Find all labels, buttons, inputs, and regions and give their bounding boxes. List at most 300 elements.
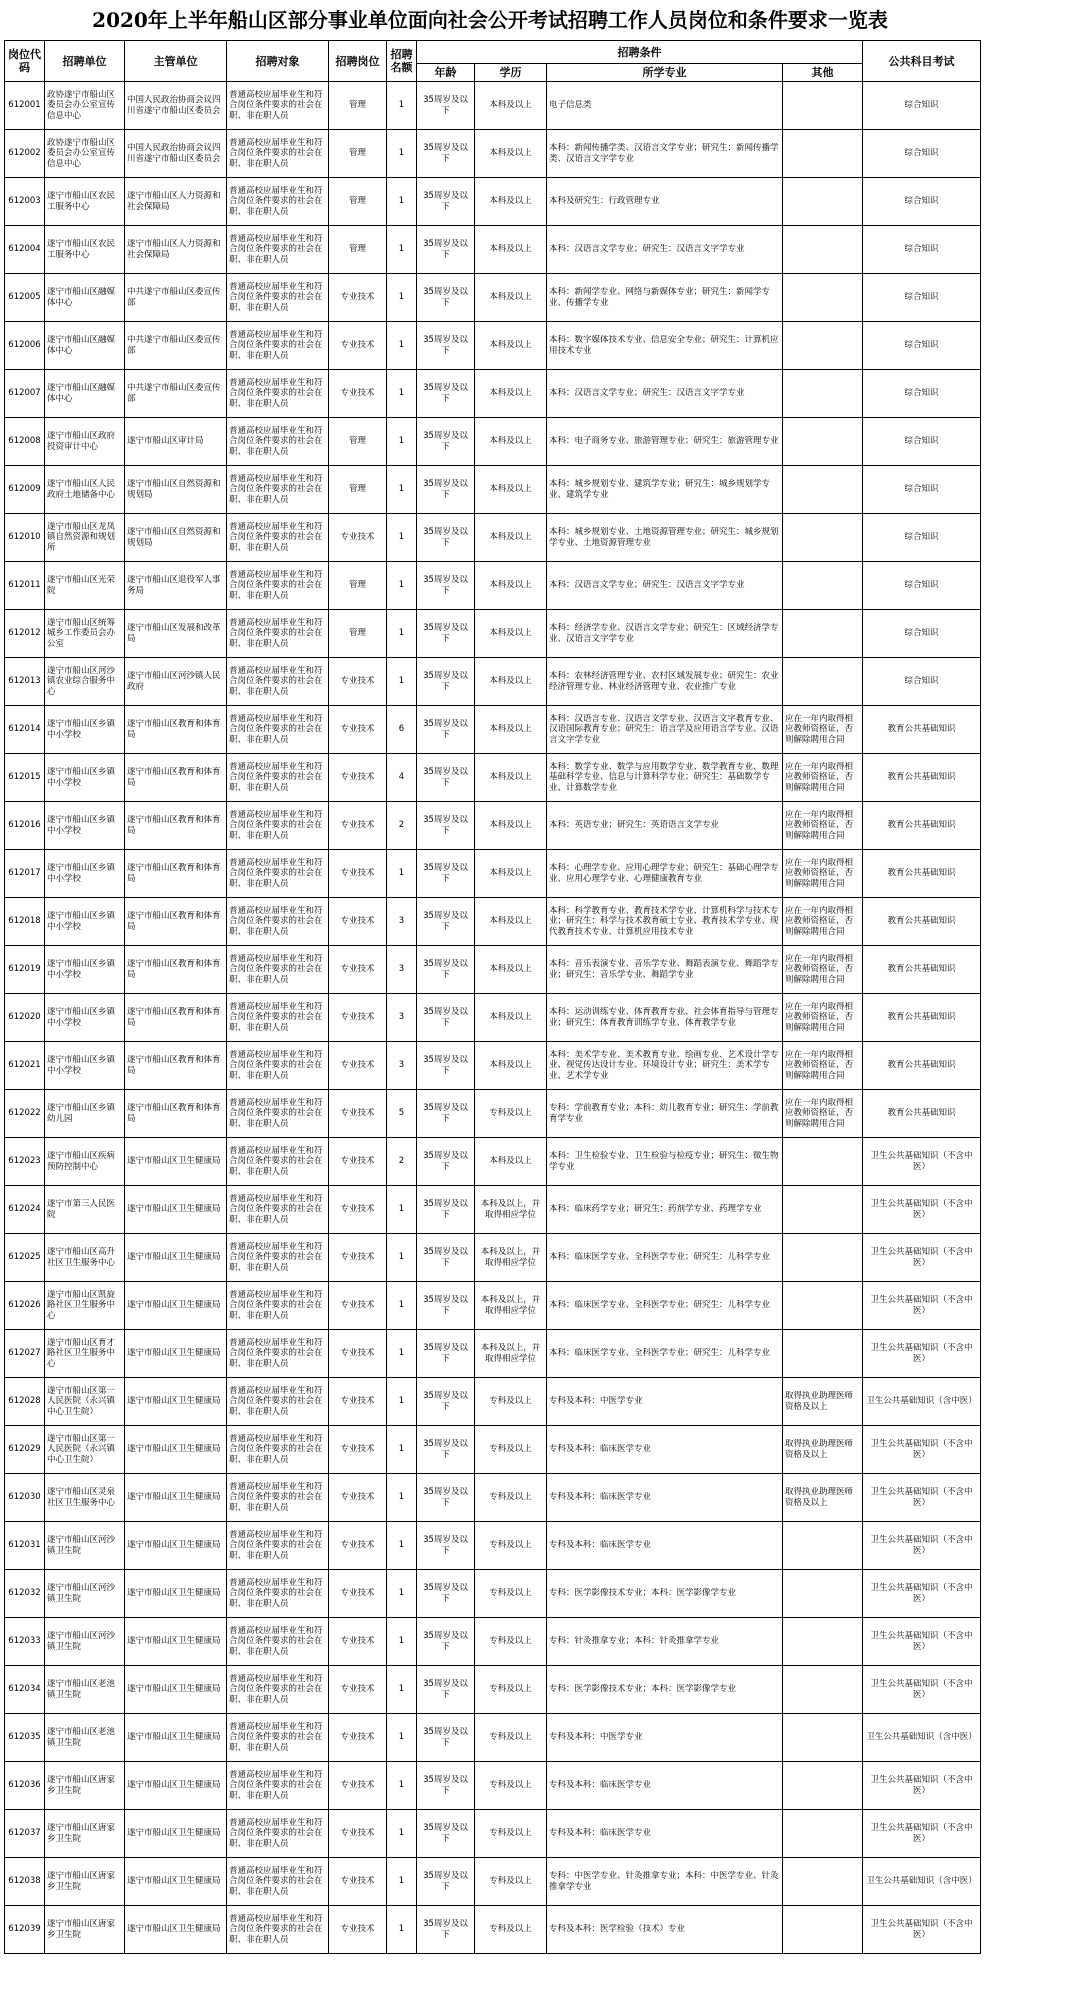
- cell-num-text: 1: [398, 1204, 405, 1215]
- cell-dept-text: 遂宁市船山区教育和体育局: [127, 719, 221, 740]
- cell-num-text: 1: [398, 580, 405, 591]
- cell-exam: [863, 1522, 981, 1570]
- cell-edu: [475, 1426, 547, 1474]
- cell-num-text: 1: [398, 340, 405, 351]
- cell-dept: [125, 1906, 227, 1954]
- cell-edu: [475, 322, 547, 370]
- cell-code: [5, 130, 45, 178]
- cell-age: [417, 1570, 475, 1618]
- cell-num: [387, 1810, 417, 1858]
- cell-exam: [863, 178, 981, 226]
- cell-post: [329, 1474, 387, 1522]
- cell-exam-text: 教育公共基础知识: [887, 772, 956, 783]
- cell-exam: [863, 370, 981, 418]
- cell-post-text: 专业技术: [340, 1156, 375, 1167]
- cell-target: [227, 658, 329, 706]
- cell-exam-text: 综合知识: [904, 244, 939, 255]
- cell-code: [5, 994, 45, 1042]
- cell-num: [387, 226, 417, 274]
- cell-num: [387, 178, 417, 226]
- cell-post: [329, 802, 387, 850]
- cell-post-text: 专业技术: [340, 1492, 375, 1503]
- table-row: [5, 1810, 981, 1858]
- cell-major-text: 本科：汉语言文学专业；研究生：汉语言文字学专业: [549, 580, 745, 591]
- cell-major-text: 本科：电子商务专业、旅游管理专业；研究生：旅游管理专业: [549, 436, 779, 447]
- cell-target-text: 普通高校应届毕业生和符合岗位条件要求的社会在职、非在职人员: [229, 569, 323, 601]
- cell-num: [387, 1570, 417, 1618]
- cell-num-text: 1: [398, 1300, 405, 1311]
- cell-target: [227, 274, 329, 322]
- cell-code: [5, 514, 45, 562]
- cell-major-text: 专科及本科：中医学专业: [549, 1396, 643, 1407]
- cell-num-text: 2: [398, 1156, 405, 1167]
- cell-num-text: 1: [398, 532, 405, 543]
- cell-post: [329, 610, 387, 658]
- cell-other-text: 应在一年内取得相应教师资格证，否则解除聘用合同: [785, 953, 854, 985]
- cell-exam-text: 教育公共基础知识: [887, 1108, 956, 1119]
- cell-major: [547, 706, 783, 754]
- cell-dept-text: 遂宁市船山区卫生健康局: [127, 1252, 221, 1263]
- cell-major: [547, 1474, 783, 1522]
- cell-post-text: 专业技术: [340, 820, 375, 831]
- table-row: [5, 562, 981, 610]
- cell-unit: [45, 1618, 125, 1666]
- cell-dept-text: 遂宁市船山区卫生健康局: [127, 1396, 221, 1407]
- cell-post-text: 专业技术: [340, 1684, 375, 1695]
- cell-code-text: 612019: [8, 964, 41, 975]
- table-row: [5, 178, 981, 226]
- cell-unit: [45, 1906, 125, 1954]
- cell-edu-text: 本科及以上: [489, 484, 532, 495]
- cell-code: [5, 1426, 45, 1474]
- cell-dept: [125, 82, 227, 130]
- cell-other: [783, 1186, 863, 1234]
- cell-dept: [125, 1090, 227, 1138]
- cell-dept: [125, 274, 227, 322]
- cell-target-text: 普通高校应届毕业生和符合岗位条件要求的社会在职、非在职人员: [229, 1913, 323, 1945]
- cell-target-text: 普通高校应届毕业生和符合岗位条件要求的社会在职、非在职人员: [229, 329, 323, 361]
- cell-dept-text: 中共遂宁市船山区委宣传部: [127, 287, 221, 308]
- cell-major-text: 专科及本科：临床医学专业: [549, 1444, 652, 1455]
- cell-target-text: 普通高校应届毕业生和符合岗位条件要求的社会在职、非在职人员: [229, 377, 323, 409]
- cell-major: [547, 514, 783, 562]
- cell-unit: [45, 514, 125, 562]
- cell-post-text: 管理: [348, 436, 366, 447]
- cell-edu-text: 本科及以上: [489, 388, 532, 399]
- cell-target: [227, 514, 329, 562]
- cell-num: [387, 754, 417, 802]
- cell-major: [547, 1138, 783, 1186]
- cell-dept: [125, 802, 227, 850]
- table-row: [5, 130, 981, 178]
- cell-dept-text: 中国人民政治协商会议四川省遂宁市船山区委员会: [127, 143, 221, 164]
- cell-edu: [475, 1090, 547, 1138]
- cell-unit: [45, 1378, 125, 1426]
- cell-post-text: 管理: [348, 196, 366, 207]
- cell-other-text: 取得执业助理医师资格及以上: [785, 1487, 854, 1508]
- cell-other: [783, 1810, 863, 1858]
- cell-dept: [125, 754, 227, 802]
- cell-num: [387, 1234, 417, 1282]
- cell-major-text: 本科及研究生：行政管理专业: [549, 196, 660, 207]
- cell-post: [329, 658, 387, 706]
- cell-unit: [45, 802, 125, 850]
- cell-code: [5, 322, 45, 370]
- cell-unit: [45, 1138, 125, 1186]
- cell-other-text: 应在一年内取得相应教师资格证，否则解除聘用合同: [785, 713, 854, 745]
- cell-edu-text: 专科及以上: [489, 1396, 532, 1407]
- cell-dept: [125, 1810, 227, 1858]
- cell-code: [5, 178, 45, 226]
- cell-unit: [45, 850, 125, 898]
- table-row: [5, 994, 981, 1042]
- table-row: [5, 1906, 981, 1954]
- cell-edu: [475, 1186, 547, 1234]
- cell-unit-text: 遂宁市船山区第一人民医院（永兴镇中心卫生院）: [47, 1433, 116, 1465]
- cell-unit-text: 遂宁市船山区农民工服务中心: [47, 191, 116, 212]
- cell-unit: [45, 1282, 125, 1330]
- cell-other: [783, 1378, 863, 1426]
- cell-age: [417, 130, 475, 178]
- cell-target: [227, 466, 329, 514]
- cell-edu: [475, 1810, 547, 1858]
- cell-edu-text: 专科及以上: [489, 1924, 532, 1935]
- cell-major-text: 专科：医学影像技术专业；本科：医学影像学专业: [549, 1588, 737, 1599]
- cell-code-text: 612009: [8, 484, 41, 495]
- cell-age: [417, 1666, 475, 1714]
- cell-major-text: 专科及本科：中医学专业: [549, 1732, 643, 1743]
- cell-code-text: 612023: [8, 1156, 41, 1167]
- cell-unit: [45, 706, 125, 754]
- cell-major: [547, 562, 783, 610]
- cell-edu-text: 本科及以上: [489, 100, 532, 111]
- cell-num-text: 1: [398, 436, 405, 447]
- cell-post: [329, 1906, 387, 1954]
- cell-major-text: 专科及本科：医学检验（技术）专业: [549, 1924, 686, 1935]
- cell-code-text: 612026: [8, 1300, 41, 1311]
- cell-post-text: 管理: [348, 628, 366, 639]
- cell-code: [5, 1810, 45, 1858]
- cell-code-text: 612004: [8, 244, 41, 255]
- cell-post: [329, 178, 387, 226]
- cell-target: [227, 1330, 329, 1378]
- cell-major-text: 本科：临床医学专业、全科医学专业；研究生：儿科学专业: [549, 1300, 771, 1311]
- cell-exam: [863, 850, 981, 898]
- cell-edu: [475, 1522, 547, 1570]
- cell-code-text: 612011: [8, 580, 41, 591]
- cell-unit-text: 遂宁市船山区龙凤镇自然资源和规划所: [47, 521, 116, 553]
- cell-unit: [45, 322, 125, 370]
- cell-exam-text: 卫生公共基础知识（不含中医）: [870, 1679, 973, 1700]
- cell-target: [227, 1618, 329, 1666]
- table-row: [5, 322, 981, 370]
- table-row: [5, 898, 981, 946]
- cell-num: [387, 802, 417, 850]
- cell-age-text: 35周岁及以下: [423, 431, 468, 452]
- cell-major-text: 本科：美术学专业、美术教育专业、绘画专业、艺术设计学专业、视觉传达设计专业、环境设计专业；研究生：美术学专业、艺术学专业: [549, 1049, 779, 1081]
- cell-other-text: 取得执业助理医师资格及以上: [785, 1439, 854, 1460]
- cell-major: [547, 226, 783, 274]
- cell-num-text: 1: [398, 1924, 405, 1935]
- cell-code-text: 612018: [8, 916, 41, 927]
- cell-target-text: 普通高校应届毕业生和符合岗位条件要求的社会在职、非在职人员: [229, 617, 323, 649]
- cell-major: [547, 466, 783, 514]
- cell-exam: [863, 1426, 981, 1474]
- cell-age-text: 35周岁及以下: [423, 719, 468, 740]
- cell-code: [5, 1858, 45, 1906]
- cell-edu: [475, 226, 547, 274]
- cell-unit: [45, 1090, 125, 1138]
- cell-target-text: 普通高校应届毕业生和符合岗位条件要求的社会在职、非在职人员: [229, 1097, 323, 1129]
- cell-code-text: 612010: [8, 532, 41, 543]
- cell-exam: [863, 1474, 981, 1522]
- cell-age: [417, 754, 475, 802]
- table-row: [5, 1666, 981, 1714]
- cell-major: [547, 1906, 783, 1954]
- cell-num-text: 1: [398, 100, 405, 111]
- cell-code-text: 612020: [8, 1012, 41, 1023]
- cell-age-text: 35周岁及以下: [423, 1247, 468, 1268]
- cell-exam-text: 综合知识: [904, 532, 939, 543]
- cell-major: [547, 1522, 783, 1570]
- cell-dept: [125, 226, 227, 274]
- cell-unit-text: 遂宁市船山区乡镇中小学校: [47, 767, 116, 788]
- cell-exam: [863, 994, 981, 1042]
- header-post: 招聘岗位: [329, 41, 387, 82]
- cell-target: [227, 898, 329, 946]
- cell-edu-text: 专科及以上: [489, 1588, 532, 1599]
- cell-post-text: 专业技术: [340, 1924, 375, 1935]
- cell-edu-text: 专科及以上: [489, 1732, 532, 1743]
- cell-age: [417, 1042, 475, 1090]
- cell-dept-text: 遂宁市船山区人力资源和社会保障局: [127, 191, 221, 212]
- cell-post-text: 专业技术: [340, 1348, 375, 1359]
- cell-major-text: 本科：汉语言专业、汉语言文学专业、汉语言文字教育专业、汉语国际教育专业；研究生：语言学及应用语言学专业、汉语言文字学专业: [549, 713, 779, 745]
- cell-code-text: 612001: [8, 100, 41, 111]
- cell-post-text: 专业技术: [340, 292, 375, 303]
- cell-dept-text: 遂宁市船山区卫生健康局: [127, 1684, 221, 1695]
- cell-post-text: 管理: [348, 148, 366, 159]
- cell-age-text: 35周岁及以下: [423, 863, 468, 884]
- cell-target: [227, 610, 329, 658]
- cell-exam: [863, 1330, 981, 1378]
- cell-exam: [863, 466, 981, 514]
- header-num: 招聘名额: [387, 41, 417, 82]
- cell-code-text: 612005: [8, 292, 41, 303]
- cell-age-text: 35周岁及以下: [423, 335, 468, 356]
- cell-unit-text: 遂宁市船山区唐家乡卫生院: [47, 1919, 116, 1940]
- cell-num: [387, 466, 417, 514]
- cell-dept-text: 遂宁市船山区卫生健康局: [127, 1924, 221, 1935]
- cell-exam-text: 综合知识: [904, 388, 939, 399]
- cell-post-text: 专业技术: [340, 916, 375, 927]
- cell-dept-text: 中共遂宁市船山区委宣传部: [127, 383, 221, 404]
- cell-age-text: 35周岁及以下: [423, 1775, 468, 1796]
- cell-dept-text: 遂宁市船山区卫生健康局: [127, 1588, 221, 1599]
- cell-target-text: 普通高校应届毕业生和符合岗位条件要求的社会在职、非在职人员: [229, 665, 323, 697]
- cell-other: [783, 418, 863, 466]
- cell-dept-text: 遂宁市船山区卫生健康局: [127, 1300, 221, 1311]
- cell-code: [5, 82, 45, 130]
- cell-age-text: 35周岁及以下: [423, 1631, 468, 1652]
- cell-code-text: 612003: [8, 196, 41, 207]
- cell-unit-text: 遂宁市船山区唐家乡卫生院: [47, 1823, 116, 1844]
- cell-major: [547, 610, 783, 658]
- cell-post: [329, 1762, 387, 1810]
- cell-exam-text: 教育公共基础知识: [887, 868, 956, 879]
- table-row: [5, 226, 981, 274]
- cell-dept-text: 遂宁市船山区卫生健康局: [127, 1204, 221, 1215]
- cell-num: [387, 706, 417, 754]
- cell-exam: [863, 1042, 981, 1090]
- cell-age-text: 35周岁及以下: [423, 1103, 468, 1124]
- cell-dept-text: 遂宁市船山区教育和体育局: [127, 863, 221, 884]
- cell-exam: [863, 514, 981, 562]
- cell-major-text: 本科：汉语言文学专业；研究生：汉语言文字学专业: [549, 388, 745, 399]
- table-row: [5, 1234, 981, 1282]
- cell-other: [783, 706, 863, 754]
- cell-code: [5, 370, 45, 418]
- cell-unit: [45, 370, 125, 418]
- cell-target-text: 普通高校应届毕业生和符合岗位条件要求的社会在职、非在职人员: [229, 281, 323, 313]
- cell-age-text: 35周岁及以下: [423, 239, 468, 260]
- cell-post: [329, 466, 387, 514]
- cell-code-text: 612036: [8, 1780, 41, 1791]
- cell-unit-text: 政协遂宁市船山区委员会办公室宣传信息中心: [47, 137, 116, 169]
- cell-post: [329, 1282, 387, 1330]
- cell-unit: [45, 1714, 125, 1762]
- cell-other: [783, 754, 863, 802]
- cell-major-text: 本科：数学专业、数学与应用数学专业、数学教育专业、数理基础科学专业、信息与计算科学专业；研究生：基础数学专业、计算数学专业: [549, 761, 779, 793]
- cell-code: [5, 1234, 45, 1282]
- cell-post-text: 专业技术: [340, 772, 375, 783]
- cell-post-text: 专业技术: [340, 1108, 375, 1119]
- cell-post: [329, 1666, 387, 1714]
- table-row: [5, 610, 981, 658]
- cell-unit: [45, 1474, 125, 1522]
- cell-age: [417, 274, 475, 322]
- cell-dept: [125, 1762, 227, 1810]
- cell-num-text: 5: [398, 1108, 405, 1119]
- cell-num-text: 1: [398, 1540, 405, 1551]
- cell-dept-text: 遂宁市船山区人力资源和社会保障局: [127, 239, 221, 260]
- cell-age: [417, 466, 475, 514]
- cell-age-text: 35周岁及以下: [423, 1007, 468, 1028]
- cell-edu-text: 本科及以上，并取得相应学位: [480, 1343, 541, 1364]
- cell-edu-text: 本科及以上: [489, 1060, 532, 1071]
- header-target: 招聘对象: [227, 41, 329, 82]
- cell-edu-text: 本科及以上: [489, 820, 532, 831]
- cell-target: [227, 1762, 329, 1810]
- cell-other: [783, 1666, 863, 1714]
- cell-target-text: 普通高校应届毕业生和符合岗位条件要求的社会在职、非在职人员: [229, 473, 323, 505]
- cell-dept: [125, 706, 227, 754]
- cell-age: [417, 1138, 475, 1186]
- cell-age-text: 35周岁及以下: [423, 1727, 468, 1748]
- cell-code-text: 612034: [8, 1684, 41, 1695]
- cell-unit-text: 遂宁市船山区疾病预防控制中心: [47, 1151, 116, 1172]
- cell-dept-text: 遂宁市船山区卫生健康局: [127, 1636, 221, 1647]
- cell-code: [5, 1522, 45, 1570]
- cell-age-text: 35周岁及以下: [423, 623, 468, 644]
- cell-edu-text: 本科及以上: [489, 580, 532, 591]
- cell-code-text: 612022: [8, 1108, 41, 1119]
- cell-exam-text: 卫生公共基础知识（含中医）: [866, 1396, 977, 1407]
- cell-exam-text: 综合知识: [904, 676, 939, 687]
- cell-edu: [475, 850, 547, 898]
- cell-major: [547, 946, 783, 994]
- cell-post: [329, 418, 387, 466]
- cell-exam-text: 卫生公共基础知识（不含中医）: [870, 1247, 973, 1268]
- cell-code: [5, 1906, 45, 1954]
- cell-unit: [45, 562, 125, 610]
- cell-post-text: 专业技术: [340, 1780, 375, 1791]
- cell-target: [227, 1858, 329, 1906]
- cell-edu: [475, 994, 547, 1042]
- cell-age-text: 35周岁及以下: [423, 1295, 468, 1316]
- cell-other: [783, 1762, 863, 1810]
- cell-edu-text: 专科及以上: [489, 1828, 532, 1839]
- cell-edu: [475, 1042, 547, 1090]
- cell-edu: [475, 1666, 547, 1714]
- cell-unit: [45, 754, 125, 802]
- table-row: [5, 1186, 981, 1234]
- cell-target-text: 普通高校应届毕业生和符合岗位条件要求的社会在职、非在职人员: [229, 1481, 323, 1513]
- cell-num: [387, 1330, 417, 1378]
- cell-dept: [125, 466, 227, 514]
- cell-target-text: 普通高校应届毕业生和符合岗位条件要求的社会在职、非在职人员: [229, 1337, 323, 1369]
- cell-target-text: 普通高校应届毕业生和符合岗位条件要求的社会在职、非在职人员: [229, 1769, 323, 1801]
- table-row: [5, 1378, 981, 1426]
- header-age: 年龄: [417, 64, 475, 82]
- cell-dept: [125, 1282, 227, 1330]
- cell-target-text: 普通高校应届毕业生和符合岗位条件要求的社会在职、非在职人员: [229, 1529, 323, 1561]
- cell-post-text: 专业技术: [340, 1732, 375, 1743]
- cell-code-text: 612006: [8, 340, 41, 351]
- cell-edu: [475, 1138, 547, 1186]
- cell-unit: [45, 1522, 125, 1570]
- cell-num-text: 1: [398, 1684, 405, 1695]
- cell-target-text: 普通高校应届毕业生和符合岗位条件要求的社会在职、非在职人员: [229, 1241, 323, 1273]
- cell-num-text: 4: [398, 772, 405, 783]
- cell-age-text: 35周岁及以下: [423, 287, 468, 308]
- cell-target: [227, 802, 329, 850]
- cell-dept: [125, 1570, 227, 1618]
- cell-target: [227, 130, 329, 178]
- cell-edu: [475, 274, 547, 322]
- cell-unit: [45, 1426, 125, 1474]
- cell-age: [417, 82, 475, 130]
- cell-exam-text: 卫生公共基础知识（不含中医）: [870, 1151, 973, 1172]
- cell-edu: [475, 1762, 547, 1810]
- cell-edu-text: 本科及以上，并取得相应学位: [480, 1295, 541, 1316]
- cell-major: [547, 1090, 783, 1138]
- cell-age: [417, 178, 475, 226]
- cell-unit-text: 遂宁市船山区乡镇幼儿园: [47, 1103, 116, 1124]
- cell-post: [329, 1858, 387, 1906]
- cell-target: [227, 370, 329, 418]
- cell-edu: [475, 514, 547, 562]
- cell-num-text: 1: [398, 1588, 405, 1599]
- cell-edu-text: 本科及以上: [489, 916, 532, 927]
- cell-dept-text: 遂宁市船山区教育和体育局: [127, 815, 221, 836]
- cell-major: [547, 178, 783, 226]
- table-row: [5, 370, 981, 418]
- cell-code-text: 612016: [8, 820, 41, 831]
- cell-target-text: 普通高校应届毕业生和符合岗位条件要求的社会在职、非在职人员: [229, 905, 323, 937]
- cell-major-text: 专科：医学影像技术专业；本科：医学影像学专业: [549, 1684, 737, 1695]
- cell-target: [227, 1378, 329, 1426]
